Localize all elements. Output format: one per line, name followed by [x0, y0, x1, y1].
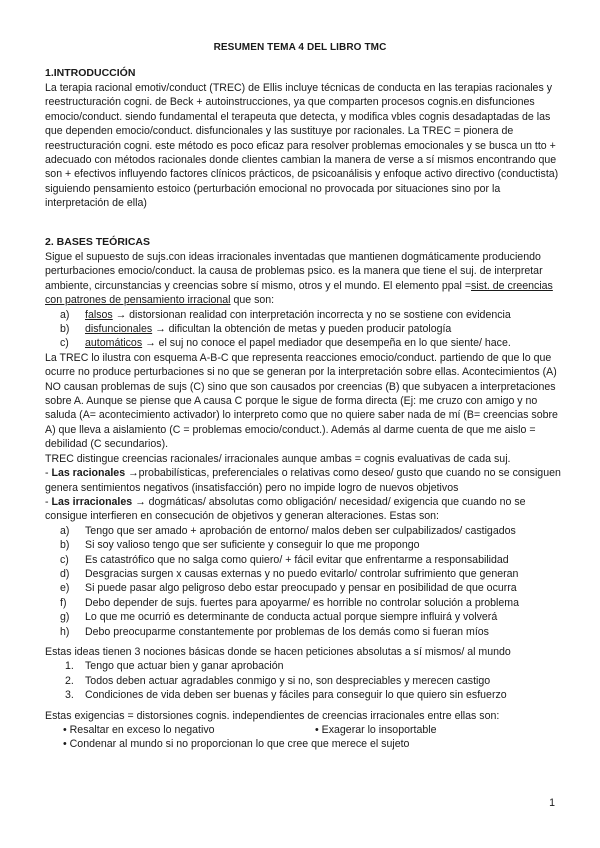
- irracionales-paragraph: - Las irracionales → dogmáticas/ absolutas como obligación/ necesidad/ exigencia que cuando no se consigue interfieren en consecución de objetivos y generan alteraciones. Estas son:: [45, 495, 526, 523]
- racionales-paragraph: - Las racionales →probabilísticas, preferenciales o relativas como deseo/ gusto que cuando no se consiguen genera sentimientos negativos (insatisfacción) pero no impide logro de nuevos objetivos: [45, 467, 561, 494]
- abc-paragraph: La TREC lo ilustra con esquema A-B-C que representa reacciones emocio/conduct. partiendo de que lo que ocurre no produce perturbaciones si no que se generan por la interpretación sobre ellas. Acontecimientos (A) NO causan problemas de sujs (C) sino que son causados por creencias (B) que subyacen a interpretaciones sobre A. Aunque se piense que A causa C porque le sigue de forma directa (Ej: me cruzo con amigo y no saluda (A= acontecimiento activador) lo interpreto como que no quiere saber nada de mí (B= creencias sobre A) que lleva a aislamiento (C = problemas emocio/conduct.). Además al darme cuenta de que me aislo = debilidad (C secundarios).: [45, 351, 558, 451]
- nociones-list: [45, 659, 565, 702]
- bullet-row: [45, 723, 565, 737]
- bases-intro-end: que son:: [233, 294, 275, 307]
- list-item: a) Tengo que ser amado + aprobación de entorno/ malos deben ser culpabilizados/ castigados: [60, 524, 516, 537]
- list-item: c) automáticos → el suj no conoce el papel mediador que desempeña en lo que siente/ hace.: [60, 337, 511, 350]
- bullet-row: [45, 737, 565, 751]
- list-item: 1. Tengo que actuar bien y ganar aprobación: [65, 660, 284, 673]
- list-item: h) Debo preocuparme constantemente por problemas de los demás como si fueran míos: [60, 625, 489, 638]
- list-item: 2. Todos deben actuar agradables conmigo y si no, son despreciables y merecen castigo: [65, 674, 491, 687]
- document-title: RESUMEN TEMA 4 DEL LIBRO TMC: [213, 42, 387, 53]
- distortions-bullets: [45, 723, 565, 752]
- intro-paragraph: La terapia racional emotiv/conduct (TREC) de Ellis incluye técnicas de conducta en las terapias racionales y reestructuración cogni. de Beck + autoinstrucciones, ya que comparten procesos cognis.en disfunciones emocio/conduct. siendo fundamental el terapeuta que detecta, y modifica vbles cognis desadaptadas de las que dependen emocio/conduct. disfuncionales y las sustituye por racionales. La TREC = pionera de reestructuración cogni. este método es poco eficaz para resolver problemas emocionales y se busca un tto + adecuado con métodos racionales donde clientes cambian la manera de verse a sí mismos encontrando que son + efectivos influyendo factores clínicos prácticos, de psicoanálisis y enfoque activo directivo (conductista) siguiendo pensamiento estoico (perturbación emocional no provocada por situaciones sino por la interpretación de ella): [45, 82, 559, 210]
- section-introduccion: [45, 67, 565, 211]
- nociones-paragraph: Estas ideas tienen 3 nociones básicas donde se hacen peticiones absolutas a sí mismos/ al mundo: [45, 645, 511, 658]
- distingue-paragraph: TREC distingue creencias racionales/ irracionales aunque ambas = cognis evaluativas de cada suj.: [45, 452, 511, 465]
- list-item: b) Si soy valioso tengo que ser suficiente y conseguir lo que me propongo: [60, 539, 420, 552]
- list-item: f) Debo depender de sujs. fuertes para apoyarme/ es horrible no controlar solución a problema: [60, 596, 520, 609]
- bullet-item: • Condenar al mundo si no proporcionan lo que cree que merece el sujeto: [63, 738, 410, 751]
- page-number: 1: [549, 797, 555, 809]
- list-item: d) Desgracias surgen x causas externas y no puedo evitarlo/ controlar sufrimiento que generan: [60, 567, 519, 580]
- list-item: e) Si puede pasar algo peligroso debo estar preocupado y pensar en posibilidad de que ocurra: [60, 582, 517, 595]
- list-item: c) Es catastrófico que no salga como quiero/ + fácil evitar que enfrentarme a responsabilidad: [60, 553, 509, 566]
- section-heading: 1.INTRODUCCIÓN: [45, 67, 136, 79]
- list-item: g) Lo que me ocurrió es determinante de conducta actual porque siempre influirá y volverá: [60, 611, 498, 624]
- belief-properties-list: [45, 308, 565, 351]
- bullet-item: • Exagerar lo insoportable: [315, 724, 437, 736]
- bases-intro-text: Sigue el supuesto de sujs.con ideas irracionales inventadas que mantienen dogmáticamente produciendo perturbaciones emocio/conduct. la causa de problemas psico. es la manera que tiene el suj. de interpretar ambiente, circunstancias y creencias sobre sí mismo, otros y el mundo. El elemento ppal =: [45, 251, 543, 292]
- section-heading: 2. BASES TEÓRICAS: [45, 236, 151, 248]
- exigencias-paragraph: Estas exigencias = distorsiones cognis. independientes de creencias irracionales entre ellas son:: [45, 709, 500, 722]
- list-item: b) disfuncionales → dificultan la obtención de metas y pueden producir patología: [60, 323, 452, 336]
- section-bases-teoricas: [45, 236, 565, 752]
- list-item: a) falsos → distorsionan realidad con interpretación incorrecta y no se sostiene con evidencia: [60, 308, 511, 321]
- bases-intro-paragraph: [45, 250, 565, 308]
- bases-intro-underlined: sist. de creencias con patrones de pensamiento irracional: [45, 279, 553, 307]
- list-item: 3. Condiciones de vida deben ser buenas y fáciles para conseguir lo que quiero sin esfuerzo: [65, 689, 507, 702]
- irrational-beliefs-list: [45, 524, 565, 639]
- bullet-item: • Resaltar en exceso lo negativo: [63, 724, 215, 736]
